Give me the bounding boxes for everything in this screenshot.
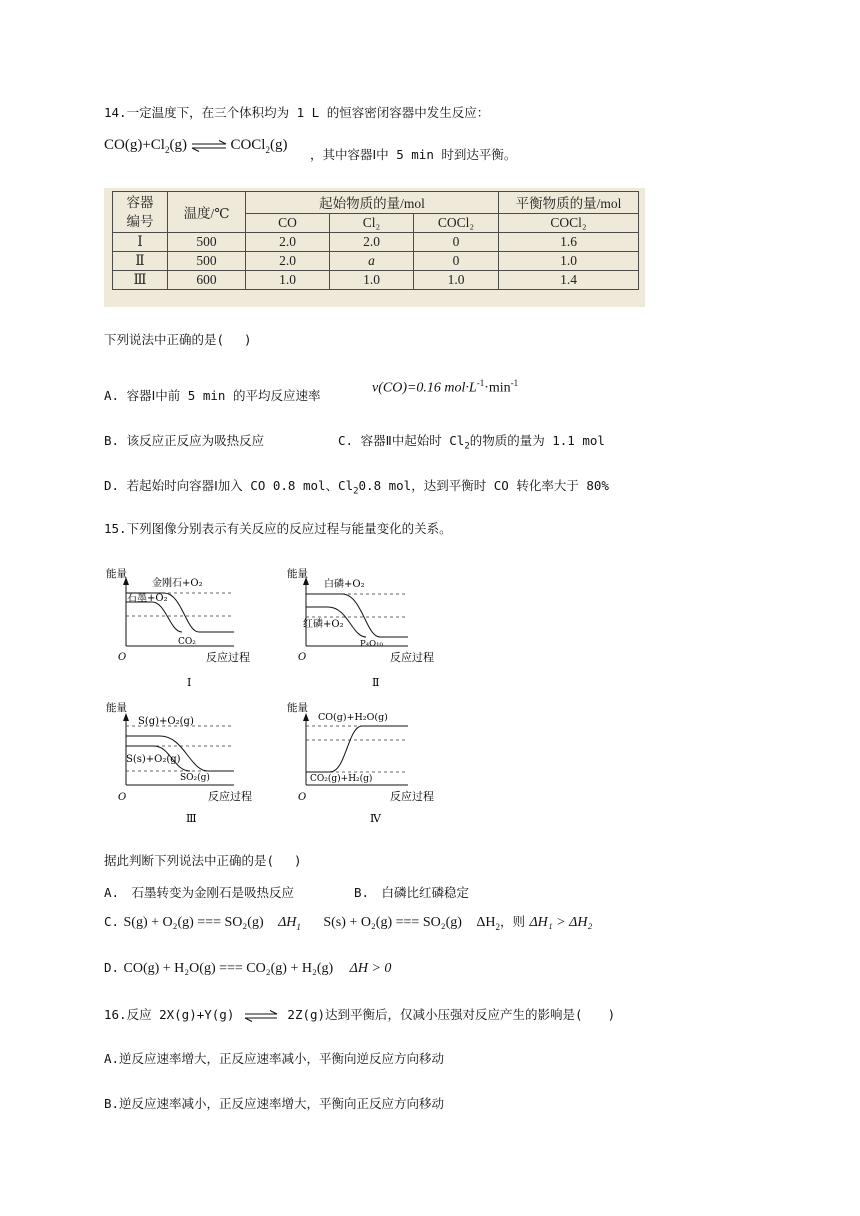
diagram-1-high: 金刚石+O₂ <box>152 578 203 589</box>
axis-y-label: 能量 <box>106 702 127 714</box>
q14-table-image <box>104 188 645 307</box>
diagram-3-mid: S(s)+O₂(g) <box>126 754 181 765</box>
diagram-2-low: P₄O₁₀ <box>360 639 383 649</box>
subheader-cell: COCl₂ <box>499 213 639 232</box>
diagram-1-number: Ⅰ <box>187 676 192 689</box>
table-cell: 0 <box>414 233 499 252</box>
table-cell: Ⅱ <box>113 252 168 271</box>
equilibrium-arrow-icon <box>244 1010 278 1022</box>
q15-energy-diagrams <box>104 560 449 828</box>
q14-equation <box>104 137 287 155</box>
table-cell: 1.0 <box>499 252 639 271</box>
option-c-eq1: S(g) + O₂(g) === SO₂(g) <box>123 915 264 930</box>
table-cell: 1.0 <box>246 271 330 290</box>
option-c-then: ，则 <box>500 914 526 929</box>
diagram-4-number: Ⅳ <box>370 812 381 825</box>
eq-reactants: CO(g)+Cl <box>104 137 165 153</box>
header-initial: 起始物质的量/mol <box>246 192 499 214</box>
axis-x-label: 反应过程 <box>390 790 434 803</box>
diagram-4-high: CO(g)+H₂O(g) <box>318 712 388 723</box>
dh-sub: 2 <box>495 921 500 932</box>
rate-formula: v(CO)=0.16 mol·L <box>372 380 477 396</box>
q14-option-a-formula <box>372 378 518 397</box>
axis-y-label: 能量 <box>287 568 308 580</box>
diagram-2-high: 白磷+O₂ <box>324 579 365 590</box>
diagram-1-low: CO₂ <box>178 637 196 647</box>
option-d-dh: ΔH > 0 <box>349 961 392 976</box>
q14-option-d <box>104 477 609 501</box>
q14-option-a: A. 容器Ⅰ中前 5 min 的平均反应速率 <box>104 388 321 403</box>
q14-stem: 14.一定温度下，在三个体积均为 1 L 的恒容密闭容器中发生反应： <box>104 105 490 120</box>
origin-label: O <box>298 792 307 803</box>
option-c-comparison: ΔH₁ > ΔH₂ <box>529 915 593 930</box>
axis-x-label: 反应过程 <box>208 790 252 803</box>
option-d-tail: 0.8 mol，达到平衡时 CO 转化率大于 80% <box>358 478 609 493</box>
table-cell: 1.6 <box>499 233 639 252</box>
q14-stem-tail: ，其中容器Ⅰ中 5 min 时到达平衡。 <box>310 147 517 162</box>
eq-sub: 2 <box>164 145 170 155</box>
origin-label: O <box>118 652 127 663</box>
q14-question: 下列说法中正确的是( ) <box>104 332 252 347</box>
dh-sub: 1 <box>296 921 301 932</box>
equilibrium-arrow-icon <box>191 140 227 152</box>
q14-option-b: B. 该反应正反应为吸热反应 <box>104 433 265 448</box>
diagram-3-low: SO₂(g) <box>180 773 210 783</box>
q16-stem <box>104 1006 615 1024</box>
q16-stem-a: 16.反应 2X(g)+Y(g) <box>104 1007 235 1022</box>
dh-symbol: ΔH <box>476 915 496 930</box>
option-c-sub: 2 <box>464 441 470 452</box>
header-container-line2: 编号 <box>126 214 154 229</box>
diagram-3-high: S(g)+O₂(g) <box>138 716 194 727</box>
rate-unit: ·min <box>484 380 511 396</box>
header-equilibrium: 平衡物质的量/mol <box>499 192 639 214</box>
table-cell: 1.0 <box>414 271 499 290</box>
table-row <box>113 271 639 290</box>
table-cell: 500 <box>168 233 246 252</box>
option-c-prefix: C. <box>104 914 120 929</box>
eq-product: COCl <box>230 137 266 153</box>
table-row <box>113 252 639 271</box>
table-cell: 0 <box>414 252 499 271</box>
header-container-line1: 容器 <box>126 195 154 210</box>
diagram-3-number: Ⅲ <box>186 812 197 825</box>
option-c-eq2: S(s) + O₂(g) === SO₂(g) <box>323 915 462 930</box>
q14-option-c <box>338 432 605 456</box>
table-cell: Ⅲ <box>113 271 168 290</box>
table-cell: 1.0 <box>330 271 414 290</box>
q15-option-a: A. 石墨转变为金刚石是吸热反应 <box>104 885 295 900</box>
energy-diagram-1 <box>106 567 250 689</box>
header-container <box>113 192 168 233</box>
q16-stem-b: 2Z(g)达到平衡后，仅减小压强对反应产生的影响是( ) <box>287 1007 616 1022</box>
table-cell: 600 <box>168 271 246 290</box>
energy-diagram-3 <box>106 701 252 825</box>
table-cell: Ⅰ <box>113 233 168 252</box>
table-cell: 2.0 <box>246 233 330 252</box>
q14-data-table <box>112 191 639 290</box>
q15-option-d <box>104 960 391 977</box>
q15-stem: 15.下列图像分别表示有关反应的反应过程与能量变化的关系。 <box>104 521 452 536</box>
option-d-text: D. 若起始时向容器Ⅰ加入 CO 0.8 mol、Cl <box>104 478 354 493</box>
formula-sup: -1 <box>510 378 519 388</box>
option-c-tail: 的物质的量为 1.1 mol <box>469 433 605 448</box>
energy-diagram-4 <box>287 701 434 825</box>
eq-sub: 2 <box>265 145 270 155</box>
origin-label: O <box>298 652 307 663</box>
q15-option-b: B. 白磷比红磷稳定 <box>354 885 470 900</box>
header-temp: 温度/℃ <box>168 192 246 233</box>
option-c-text: C. 容器Ⅱ中起始时 Cl <box>338 433 465 448</box>
subheader-cell: COCl₂ <box>414 213 499 232</box>
table-cell: 2.0 <box>246 252 330 271</box>
q15-question: 据此判断下列说法中正确的是( ) <box>104 853 302 868</box>
option-d-eq: CO(g) + H₂O(g) === CO₂(g) + H₂(g) <box>123 961 334 976</box>
eq-reactant-tail: (g) <box>169 137 187 153</box>
energy-diagram-2 <box>287 567 434 689</box>
diagram-1-mid: 石墨+O₂ <box>127 593 168 604</box>
eq-product-tail: (g) <box>269 137 288 153</box>
axis-y-label: 能量 <box>287 702 308 714</box>
table-cell: a <box>330 252 414 271</box>
diagram-2-number: Ⅱ <box>372 676 380 689</box>
option-c-dh1 <box>278 915 301 930</box>
subheader-cell: CO <box>246 213 330 232</box>
option-d-prefix: D. <box>104 960 120 975</box>
axis-y-label: 能量 <box>106 568 127 580</box>
table-cell: 1.4 <box>499 271 639 290</box>
diagram-2-mid: 红磷+O₂ <box>303 619 344 630</box>
option-d-sub: 2 <box>353 486 359 497</box>
q16-option-a: A.逆反应速率增大，正反应速率减小，平衡向逆反应方向移动 <box>104 1051 445 1066</box>
formula-sup: -1 <box>476 378 485 388</box>
table-cell: 2.0 <box>330 233 414 252</box>
diagram-4-low: CO₂(g)+H₂(g) <box>310 774 373 784</box>
axis-x-label: 反应过程 <box>390 651 434 664</box>
origin-label: O <box>118 792 127 803</box>
q16-option-b: B.逆反应速率减小，正反应速率增大，平衡向正反应方向移动 <box>104 1096 445 1111</box>
table-cell: 500 <box>168 252 246 271</box>
table-row <box>113 233 639 252</box>
dh-symbol: ΔH <box>278 915 297 930</box>
subheader-cell: Cl₂ <box>330 213 414 232</box>
axis-x-label: 反应过程 <box>206 651 250 664</box>
q15-option-c <box>104 912 592 932</box>
option-c-dh2 <box>476 915 500 930</box>
